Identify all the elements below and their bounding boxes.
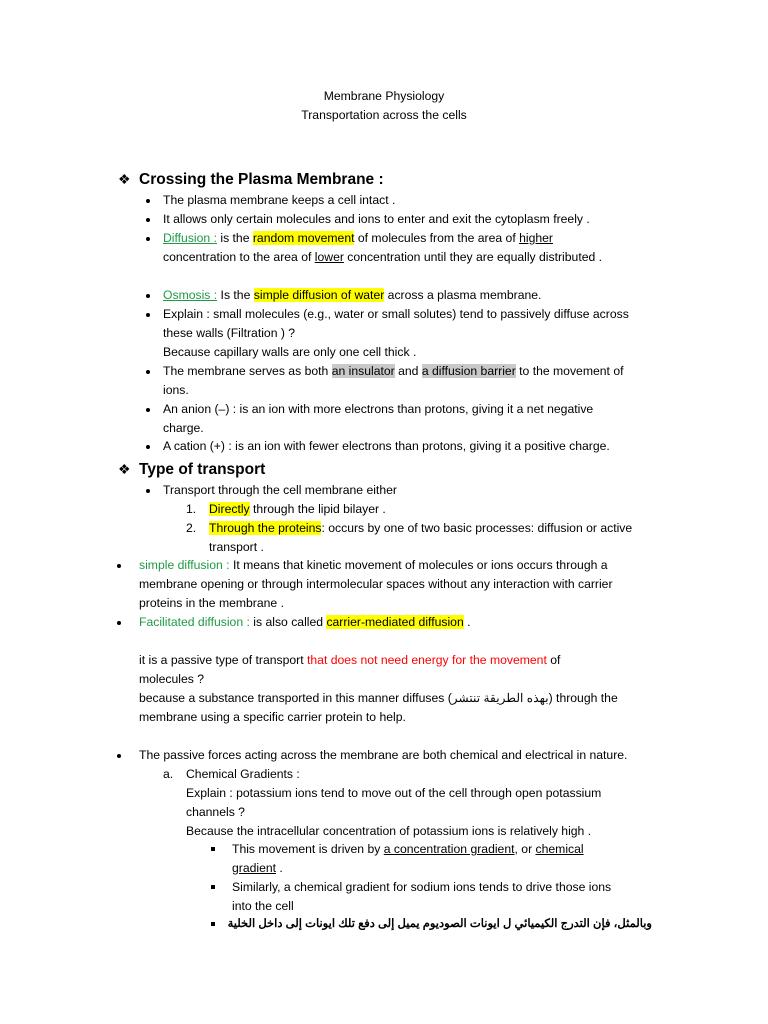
text: it is a passive type of transport xyxy=(139,653,307,667)
list-item: Transport through the cell membrane either xyxy=(163,483,397,497)
red-text: that does not need energy for the movement xyxy=(307,653,547,667)
list-letter: a. xyxy=(163,767,174,781)
list-item-cont: charge. xyxy=(163,421,204,435)
text: Is the xyxy=(217,288,254,302)
text: through the lipid bilayer . xyxy=(249,502,386,516)
bullet-icon xyxy=(146,408,150,412)
paragraph-cont: channels ? xyxy=(186,805,245,819)
list-item-cont: ions. xyxy=(163,383,189,397)
numbered-item xyxy=(209,502,386,517)
term-simple-diffusion: simple diffusion : xyxy=(139,558,233,572)
text: of molecules from the area of xyxy=(354,231,520,245)
text: : occurs by one of two basic processes: diffusion or active xyxy=(321,521,633,535)
section-heading: Type of transport xyxy=(139,461,266,478)
list-item: Explain : small molecules (e.g., water or small solutes) tend to passively diffuse across xyxy=(163,307,629,321)
list-item: It allows only certain molecules and ions to enter and exit the cytoplasm freely . xyxy=(163,212,590,226)
underlined-term: chemical xyxy=(535,842,584,856)
osmosis-definition xyxy=(163,288,541,303)
numbered-item-cont: transport . xyxy=(209,540,264,554)
paragraph-cont: membrane using a specific carrier protein to help. xyxy=(139,710,406,724)
text: and xyxy=(394,364,422,378)
square-bullet-icon xyxy=(211,885,215,889)
underlined-term: a concentration gradient xyxy=(383,842,515,856)
highlight: random movement xyxy=(252,231,355,245)
diamond-bullet-icon: ❖ xyxy=(118,171,131,187)
text: This movement is driven by xyxy=(232,842,384,856)
bullet-icon xyxy=(117,564,121,568)
text: It means that kinetic movement of molecules or ions occurs through a xyxy=(232,558,608,572)
text: is the xyxy=(216,231,253,245)
list-item: The plasma membrane keeps a cell intact . xyxy=(163,193,396,207)
text: , or xyxy=(514,842,536,856)
arabic-text: بهذه الطريقة تنتشر xyxy=(451,691,549,705)
list-item: An anion (–) : is an ion with more electrons than protons, giving it a net negative xyxy=(163,402,594,416)
text: The membrane serves as both xyxy=(163,364,332,378)
text: across a plasma membrane. xyxy=(384,288,542,302)
term-higher: higher xyxy=(519,231,553,245)
highlight: Directly xyxy=(209,502,250,516)
highlight: simple diffusion of water xyxy=(253,288,385,302)
arabic-list-item: وبالمثل، فإن التدرج الكيميائي ل ايونات الصوديوم يميل إلى دفع تلك ايونات إلى داخل الخلية xyxy=(227,918,652,930)
text: . xyxy=(276,861,283,875)
highlight-gray: a diffusion barrier xyxy=(421,364,516,378)
bullet-icon xyxy=(146,294,150,298)
list-number: 1. xyxy=(186,502,197,516)
term-facilitated-diffusion: Facilitated diffusion : xyxy=(139,615,254,629)
text: ) through the xyxy=(548,691,618,705)
bullet-icon xyxy=(146,370,150,374)
highlight: carrier-mediated diffusion xyxy=(326,615,464,629)
text: concentration to the area of xyxy=(163,250,315,264)
list-item xyxy=(232,842,584,857)
bullet-icon xyxy=(117,754,121,758)
list-item-cont: into the cell xyxy=(232,899,294,913)
list-number: 2. xyxy=(186,521,197,535)
bullet-icon xyxy=(146,199,150,203)
simple-diffusion-cont: proteins in the membrane . xyxy=(139,596,284,610)
bullet-icon xyxy=(146,489,150,493)
bullet-icon xyxy=(146,445,150,449)
simple-diffusion-cont: membrane opening or through intermolecular spaces without any interaction with carrier xyxy=(139,577,613,591)
bullet-icon xyxy=(117,621,121,625)
list-item: A cation (+) : is an ion with fewer electrons than protons, giving it a positive charge. xyxy=(163,439,610,453)
list-item-cont: these walls (Filtration ) ? xyxy=(163,326,296,340)
diffusion-definition-cont xyxy=(163,250,602,265)
text: concentration until they are equally distributed . xyxy=(343,250,603,264)
term-diffusion: Diffusion : xyxy=(163,231,217,245)
list-item-cont: Because capillary walls are only one cell thick . xyxy=(163,345,417,359)
document-title: Membrane Physiology xyxy=(323,89,445,103)
document-subtitle: Transportation across the cells xyxy=(301,108,467,122)
section-heading: Crossing the Plasma Membrane : xyxy=(139,171,384,188)
paragraph: Explain : potassium ions tend to move out of the cell through open potassium xyxy=(186,786,602,800)
text: to the movement of xyxy=(515,364,624,378)
facilitated-diffusion xyxy=(139,615,471,630)
text: of xyxy=(546,653,561,667)
text: because a substance transported in this manner diffuses ( xyxy=(139,691,452,705)
list-item: Similarly, a chemical gradient for sodium ions tends to drive those ions xyxy=(232,880,612,894)
paragraph xyxy=(139,653,560,668)
term-lower: lower xyxy=(314,250,344,264)
sub-heading: Chemical Gradients : xyxy=(186,767,300,781)
bullet-icon xyxy=(146,313,150,317)
text: is also called xyxy=(253,615,327,629)
paragraph-cont xyxy=(139,691,618,706)
square-bullet-icon xyxy=(211,847,215,851)
list-item xyxy=(163,364,623,379)
highlight: Through the proteins xyxy=(209,521,322,535)
text: . xyxy=(463,615,471,629)
term-osmosis: Osmosis : xyxy=(163,288,218,302)
list-item: The passive forces acting across the membrane are both chemical and electrical in nature. xyxy=(139,748,628,762)
paragraph: Because the intracellular concentration of potassium ions is relatively high . xyxy=(186,824,592,838)
list-item-cont xyxy=(232,861,283,876)
highlight-gray: an insulator xyxy=(331,364,395,378)
paragraph-cont: molecules ? xyxy=(139,672,205,686)
bullet-icon xyxy=(146,218,150,222)
diamond-bullet-icon: ❖ xyxy=(118,461,131,477)
numbered-item xyxy=(209,521,632,536)
underlined-term: gradient xyxy=(232,861,277,875)
simple-diffusion xyxy=(139,558,608,573)
square-bullet-icon xyxy=(211,922,215,926)
bullet-icon xyxy=(146,237,150,241)
diffusion-definition xyxy=(163,231,553,246)
